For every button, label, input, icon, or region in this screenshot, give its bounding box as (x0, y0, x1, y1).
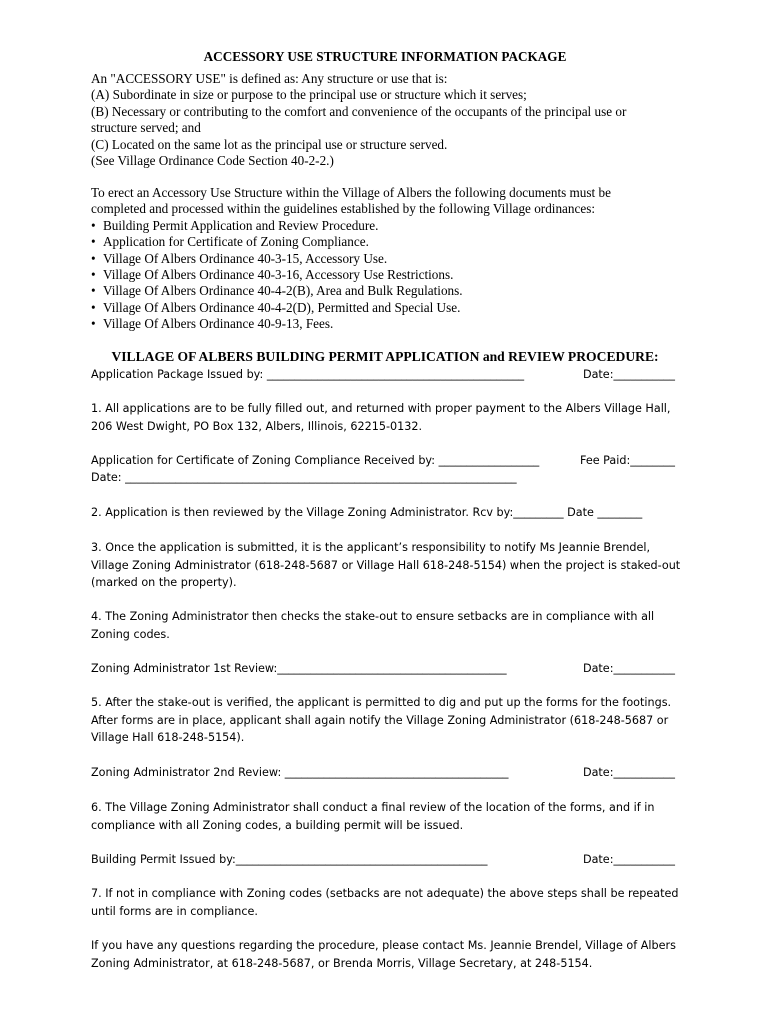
step-5-line: Village Hall 618-248-5154). (91, 731, 245, 744)
second-review-date-field[interactable]: Date:___________ (582, 766, 675, 779)
contact-paragraph (91, 937, 691, 972)
step-4 (91, 608, 691, 643)
first-review-field[interactable]: Zoning Administrator 1st Review:_________________________________________ (91, 662, 507, 675)
step-6-line: 6. The Village Zoning Administrator shall conduct a final review of the location of the forms, and if in (91, 801, 655, 814)
definition-line: structure served; and (91, 120, 201, 136)
step-5-line: After forms are in place, applicant shall again notify the Village Zoning Administrator (618-248-5687 or (91, 713, 669, 727)
permit-issued-row (91, 851, 675, 869)
zoning-received-date-field[interactable]: Date: ______________________________________________________________________ (91, 471, 517, 484)
step-3-line: (marked on the property). (91, 576, 237, 589)
step-4-line: 4. The Zoning Administrator then checks the stake-out to ensure setbacks are in compliance with all (91, 610, 655, 623)
step-7-line: until forms are in compliance. (91, 904, 258, 918)
step-7 (91, 885, 691, 920)
step-1-line: 206 West Dwight, PO Box 132, Albers, Illinois, 62215-0132. (91, 419, 423, 433)
step-3-line: Village Zoning Administrator (618-248-5687 or Village Hall 618-248-5154) when the project is staked-out (91, 558, 681, 572)
intro-line: To erect an Accessory Use Structure within the Village of Albers the following documents must be (91, 185, 611, 200)
package-issued-field[interactable]: Application Package Issued by: ______________________________________________ (91, 368, 525, 381)
required-document-item: • Village Of Albers Ordinance 40-3-15, Accessory Use. (91, 251, 691, 267)
step-5 (91, 694, 691, 747)
step-4-line: Zoning codes. (91, 627, 170, 641)
contact-line: Zoning Administrator, at 618-248-5687, or Brenda Morris, Village Secretary, at 248-5154. (91, 956, 593, 970)
step-1 (91, 400, 691, 435)
procedure-heading: VILLAGE OF ALBERS BUILDING PERMIT APPLICATION and REVIEW PROCEDURE: (111, 349, 659, 364)
required-document-item: • Village Of Albers Ordinance 40-3-16, Accessory Use Restrictions. (91, 267, 691, 283)
required-document-item: • Village Of Albers Ordinance 40-4-2(D), Permitted and Special Use. (91, 300, 691, 316)
intro-line: completed and processed within the guidelines established by the following Village ordinances: (91, 201, 595, 217)
required-document-item: • Building Permit Application and Review Procedure. (91, 218, 691, 234)
definition-line: (C) Located on the same lot as the principal use or structure served. (91, 136, 448, 152)
step-1-line: 1. All applications are to be fully filled out, and returned with proper payment to the Albers Village Hall, (91, 402, 671, 415)
step-3 (91, 539, 691, 592)
permit-issued-field[interactable]: Building Permit Issued by:_____________________________________________ (91, 853, 488, 866)
step-2 (91, 504, 691, 522)
review1-row (91, 660, 675, 678)
step-6-line: compliance with all Zoning codes, a building permit will be issued. (91, 818, 464, 832)
definition-line: (B) Necessary or contributing to the comfort and convenience of the occupants of the principal use or (91, 103, 627, 119)
permit-issued-date-field[interactable]: Date:___________ (582, 853, 675, 866)
page-title: ACCESSORY USE STRUCTURE INFORMATION PACKAGE (203, 49, 567, 64)
contact-line: If you have any questions regarding the procedure, please contact Ms. Jeannie Brendel, Village of Albers (91, 939, 676, 952)
definition-line: (See Village Ordinance Code Section 40-2-2.) (91, 153, 334, 169)
definition-line: (A) Subordinate in size or purpose to the principal use or structure which it serves; (91, 87, 527, 103)
step-7-line: 7. If not in compliance with Zoning codes (setbacks are not adequate) the above steps shall be repeated (91, 887, 679, 900)
definition-line: An "ACCESSORY USE" is defined as: Any structure or use that is: (91, 71, 448, 86)
first-review-date-field[interactable]: Date:___________ (582, 662, 675, 675)
package-issued-date-field[interactable]: Date:___________ (582, 368, 675, 381)
second-review-field[interactable]: Zoning Administrator 2nd Review: ________________________________________ (91, 766, 509, 779)
zoning-received-date-row (91, 469, 691, 487)
fee-paid-field[interactable]: Fee Paid:________ (580, 454, 675, 467)
required-document-item: • Village Of Albers Ordinance 40-4-2(B), Area and Bulk Regulations. (91, 283, 691, 299)
zoning-received-field[interactable]: Application for Certificate of Zoning Compliance Received by: __________________ (91, 454, 540, 467)
package-issued-row (91, 366, 675, 384)
zoning-received-row (91, 452, 675, 470)
step-6 (91, 799, 691, 834)
required-document-item: • Village Of Albers Ordinance 40-9-13, Fees. (91, 316, 691, 332)
accessory-use-definition (91, 71, 691, 169)
step-5-line: 5. After the stake-out is verified, the applicant is permitted to dig and put up the forms for the footings. (91, 696, 672, 709)
review2-row (91, 764, 675, 782)
required-document-item: • Application for Certificate of Zoning Compliance. (91, 234, 691, 250)
intro-paragraph (91, 185, 691, 333)
step-3-line: 3. Once the application is submitted, it is the applicant’s responsibility to notify Ms Jeannie Brendel, (91, 541, 651, 554)
step-2-line[interactable]: 2. Application is then reviewed by the Village Zoning Administrator. Rcv by:_________ Date ________ (91, 506, 643, 519)
